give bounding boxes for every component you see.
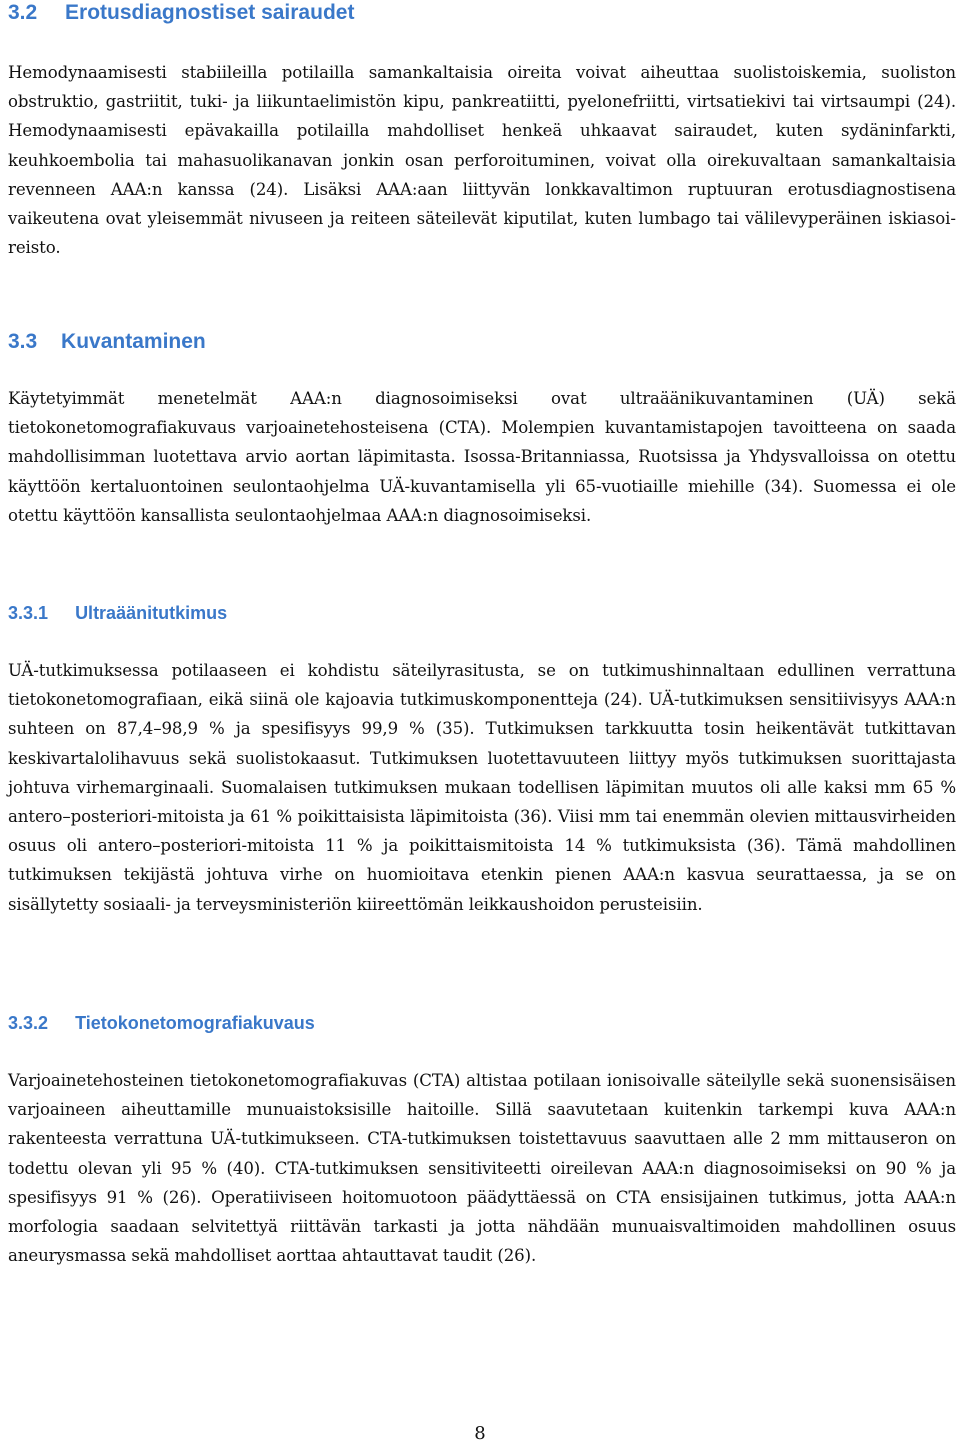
section-title: Kuvantaminen <box>61 330 206 353</box>
section-heading <box>8 0 354 26</box>
subsection-heading <box>8 601 227 625</box>
body-paragraph: UÄ-tutkimuksessa potilaaseen ei kohdistu säteilyrasitusta, se on tutkimushinnaltaan edullinen verrattuna tietokonetomografiaan, eikä siinä ole kajoavia tutkimuskomponentteja (24). UÄ-tutkimuksen sensitiivisyys AAA:n suhteen on 87,4–98,9 % ja spesifisyys 99,9 % (35). Tutkimuksen tarkkuutta tosin heikentävät tutkittavan keskivartalolihavuus sekä suolistokaasut. Tutkimuksen luotettavuuteen liittyy myös tutkimuksen suorittajasta johtuva virhemarginaali. Suomalaisen tutkimuksen mukaan todellisen läpimitan muutos oli alle kaksi mm 65 % antero–posteriori-mitoista ja 61 % poikittaisista läpimitoista (36). Viisi mm tai enemmän olevien mittausvirheiden osuus oli antero–posteriori-mitoista 11 % ja poikittaismitoista 14 % tutkimuksista (36). Tämä mahdollinen tutkimuksen tekijästä johtuva virhe on huomioitava etenkin pienen AAA:n kasvua seurattaessa, ja se on sisällytetty sosiaali- ja terveysministeriön kiireettömän leikkaushoidon perusteisiin. <box>8 661 956 914</box>
body-paragraph: Varjoainetehosteinen tietokonetomografiakuvas (CTA) altistaa potilaan ionisoivalle säteilylle sekä suonensisäisen varjoaineen aiheuttamille munuaistoksisille haitoille. Sillä saavutetaan kuitenkin tarkempi kuva AAA:n rakenteesta verrattuna UÄ-tutkimukseen. CTA-tutkimuksen toistettavuus saavuttaen alle 2 mm mittauseron on todettu olevan yli 95 % (40). CTA-tutkimuksen sensitiviteetti oireilevan AAA:n diagnosoimiseksi on 90 % ja spesifisyys 91 % (26). Operatiiviseen hoitomuotoon päädyttäessä on CTA ensisijainen tutkimus, jotta AAA:n morfologia saadaan selvitettyä riittävän tarkasti ja jotta nähdään munuaisvaltimoiden mahdollinen osuus aneurysmassa sekä mahdolliset aorttaa ahtauttavat taudit (26). <box>8 1071 956 1266</box>
subsection-title: Tietokonetomografiakuvaus <box>75 1013 315 1033</box>
page-number: 8 <box>474 1423 486 1444</box>
section-number: 3.2 <box>8 1 38 24</box>
subsection-number: 3.3.1 <box>8 603 49 623</box>
body-paragraph: Hemodynaamisesti stabiileilla potilailla samankaltaisia oireita voivat aiheuttaa suolistoiskemia, suoliston obstruktio, gastriitit, tuki- ja liikuntaelimistön kipu, pankreatiitti, pyelonefriitti, virtsatiekivi tai virtsaumpi (24). Hemodynaamisesti epävakailla potilailla mahdolliset henkeä uhkaavat sairaudet, kuten sydäninfarkti, keuhkoembolia tai mahasuolikanavan jonkin osan perforoituminen, voivat olla oirekuvaltaan samankaltaisia revenneen AAA:n kanssa (24). Lisäksi AAA:aan liittyvän lonkkavaltimon ruptuuran erotusdiagnostisena vaikeutena ovat yleisemmät nivuseen ja reiteen säteilevät kiputilat, kuten lumbago tai välilevyperäinen iskiasoireisto. <box>8 63 956 258</box>
section-title: Erotusdiagnostiset sairaudet <box>65 1 355 24</box>
body-paragraph: Käytetyimmät menetelmät AAA:n diagnosoimiseksi ovat ultraäänikuvantaminen (UÄ) sekä tietokonetomografiakuvaus varjoainetehosteisena (CTA). Molempien kuvantamistapojen tavoitteena on saada mahdollisimman luotettava arvio aortan läpimitasta. Isossa-Britanniassa, Ruotsissa ja Yhdysvalloissa on otettu käyttöön kertaluontoinen seulontaohjelma UÄ-kuvantamisella yli 65-vuotiaille miehille (34). Suomessa ei ole otettu käyttöön kansallista seulontaohjelmaa AAA:n diagnosoimiseksi. <box>8 389 956 525</box>
subsection-number: 3.3.2 <box>8 1013 49 1033</box>
subsection-title: Ultraäänitutkimus <box>75 603 228 623</box>
subsection-heading <box>8 1011 315 1035</box>
section-number: 3.3 <box>8 330 38 353</box>
section-heading <box>8 329 206 355</box>
